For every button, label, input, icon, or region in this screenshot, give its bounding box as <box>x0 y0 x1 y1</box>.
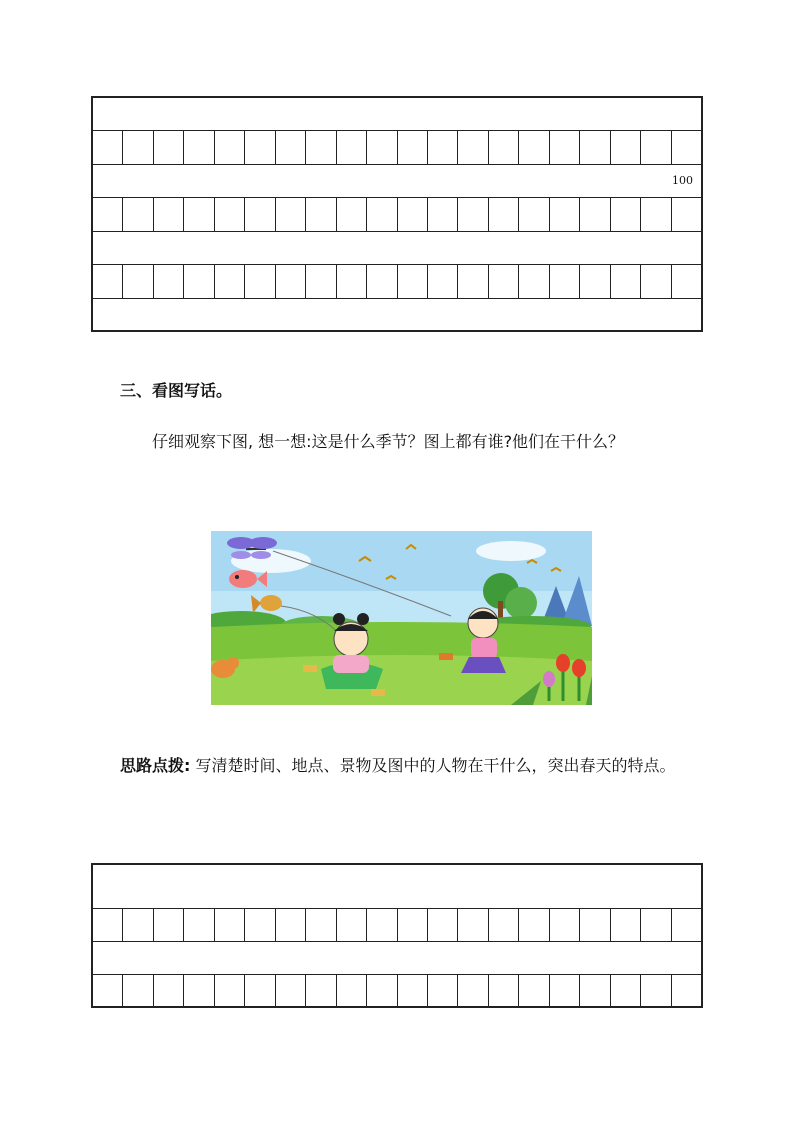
grid-spacer-row <box>93 942 701 975</box>
grid-cell <box>641 198 671 231</box>
grid-cell <box>489 131 519 164</box>
grid-cell <box>458 198 488 231</box>
grid-cell <box>245 265 275 298</box>
grid-cell <box>245 975 275 1006</box>
grid-cell <box>184 265 214 298</box>
grid-cell <box>641 909 671 941</box>
writing-grid-top <box>91 96 703 332</box>
grid-cell <box>611 909 641 941</box>
grid-cell-row <box>93 265 701 299</box>
grid-cell <box>458 975 488 1006</box>
grid-cell <box>580 131 610 164</box>
grid-cell <box>154 975 184 1006</box>
grid-cell <box>367 909 397 941</box>
grid-cell <box>184 975 214 1006</box>
grid-cell <box>672 975 701 1006</box>
grid-cell <box>306 265 336 298</box>
grid-cell <box>276 131 306 164</box>
grid-cell <box>458 265 488 298</box>
grid-cell <box>154 198 184 231</box>
grid-cell <box>93 198 123 231</box>
grid-cell <box>672 909 701 941</box>
grid-cell <box>398 198 428 231</box>
grid-cell <box>93 131 123 164</box>
grid-cell <box>519 975 549 1006</box>
grid-cell <box>550 131 580 164</box>
grid-cell <box>611 198 641 231</box>
grid-cell <box>123 198 153 231</box>
grid-cell <box>428 198 458 231</box>
grid-cell <box>306 975 336 1006</box>
grid-cell-row <box>93 131 701 165</box>
grid-cell <box>276 909 306 941</box>
hint-label: 思路点拨: <box>120 756 191 775</box>
grid-cell <box>184 198 214 231</box>
grid-cell <box>428 975 458 1006</box>
grid-cell <box>337 909 367 941</box>
grid-cell-row <box>93 975 701 1006</box>
grid-cell <box>398 975 428 1006</box>
grid-cell <box>123 265 153 298</box>
grid-spacer-row <box>93 232 701 265</box>
grid-spacer-row <box>93 865 701 909</box>
grid-cell <box>489 909 519 941</box>
grid-cell <box>123 975 153 1006</box>
grid-cell <box>519 265 549 298</box>
grid-cell <box>611 975 641 1006</box>
grid-cell <box>184 909 214 941</box>
grid-cell <box>550 909 580 941</box>
grid-cell <box>215 265 245 298</box>
grid-cell <box>306 131 336 164</box>
grid-cell <box>245 909 275 941</box>
dragonfly-kite <box>227 537 277 559</box>
grid-cell <box>154 909 184 941</box>
grid-cell <box>519 909 549 941</box>
grid-cell <box>672 131 701 164</box>
grid-cell <box>276 265 306 298</box>
grid-cell <box>428 131 458 164</box>
grid-cell <box>367 975 397 1006</box>
grid-cell <box>154 265 184 298</box>
grid-cell <box>123 131 153 164</box>
grid-cell <box>154 131 184 164</box>
grid-cell <box>580 198 610 231</box>
grid-cell <box>611 131 641 164</box>
grid-cell <box>458 131 488 164</box>
grid-cell <box>489 265 519 298</box>
grid-cell <box>215 975 245 1006</box>
grid-cell <box>611 265 641 298</box>
hint-text: 写清楚时间、地点、景物及图中的人物在干什么，突出春天的特点。 <box>190 756 676 775</box>
grid-cell <box>93 975 123 1006</box>
grid-cell <box>306 198 336 231</box>
grid-cell <box>93 909 123 941</box>
grid-cell <box>580 975 610 1006</box>
grid-cell <box>550 198 580 231</box>
grid-spacer-row <box>93 98 701 131</box>
grid-cell <box>398 265 428 298</box>
grid-cell <box>215 131 245 164</box>
grid-cell <box>367 131 397 164</box>
grid-spacer-row <box>93 165 701 198</box>
grid-cell <box>428 909 458 941</box>
grid-spacer-row <box>93 299 701 330</box>
section-title: 三、看图写话。 <box>120 381 233 400</box>
cloud <box>476 541 546 561</box>
writing-grid-bottom <box>91 863 703 1008</box>
grid-cell <box>367 198 397 231</box>
grid-cell <box>580 265 610 298</box>
grid-cell <box>93 265 123 298</box>
grid-cell <box>337 975 367 1006</box>
grid-cell <box>367 265 397 298</box>
grid-cell <box>398 909 428 941</box>
grid-cell <box>550 975 580 1006</box>
grid-cell <box>580 909 610 941</box>
word-count-label: 100 <box>672 174 693 187</box>
grid-cell <box>398 131 428 164</box>
grid-cell <box>519 198 549 231</box>
grid-cell <box>489 975 519 1006</box>
grid-cell-row <box>93 909 701 942</box>
grid-cell <box>215 909 245 941</box>
grid-cell <box>519 131 549 164</box>
grid-cell <box>489 198 519 231</box>
grid-cell <box>337 198 367 231</box>
kite-flying-illustration <box>211 531 592 705</box>
grid-cell <box>276 198 306 231</box>
grid-cell <box>123 909 153 941</box>
grid-cell <box>458 909 488 941</box>
grid-cell <box>306 909 336 941</box>
grid-cell <box>215 198 245 231</box>
grid-cell <box>672 265 701 298</box>
grid-cell <box>245 131 275 164</box>
grid-cell <box>428 265 458 298</box>
grid-cell-row <box>93 198 701 232</box>
grid-cell <box>641 265 671 298</box>
grid-cell <box>337 265 367 298</box>
hint-paragraph <box>120 748 690 783</box>
grid-cell <box>276 975 306 1006</box>
grid-cell <box>672 198 701 231</box>
grid-cell <box>550 265 580 298</box>
question-prompt: 仔细观察下图, 想一想:这是什么季节？图上都有谁?他们在干什么？ <box>152 432 625 451</box>
grid-cell <box>641 131 671 164</box>
grid-cell <box>337 131 367 164</box>
grid-cell <box>184 131 214 164</box>
grid-cell <box>641 975 671 1006</box>
grid-cell <box>245 198 275 231</box>
